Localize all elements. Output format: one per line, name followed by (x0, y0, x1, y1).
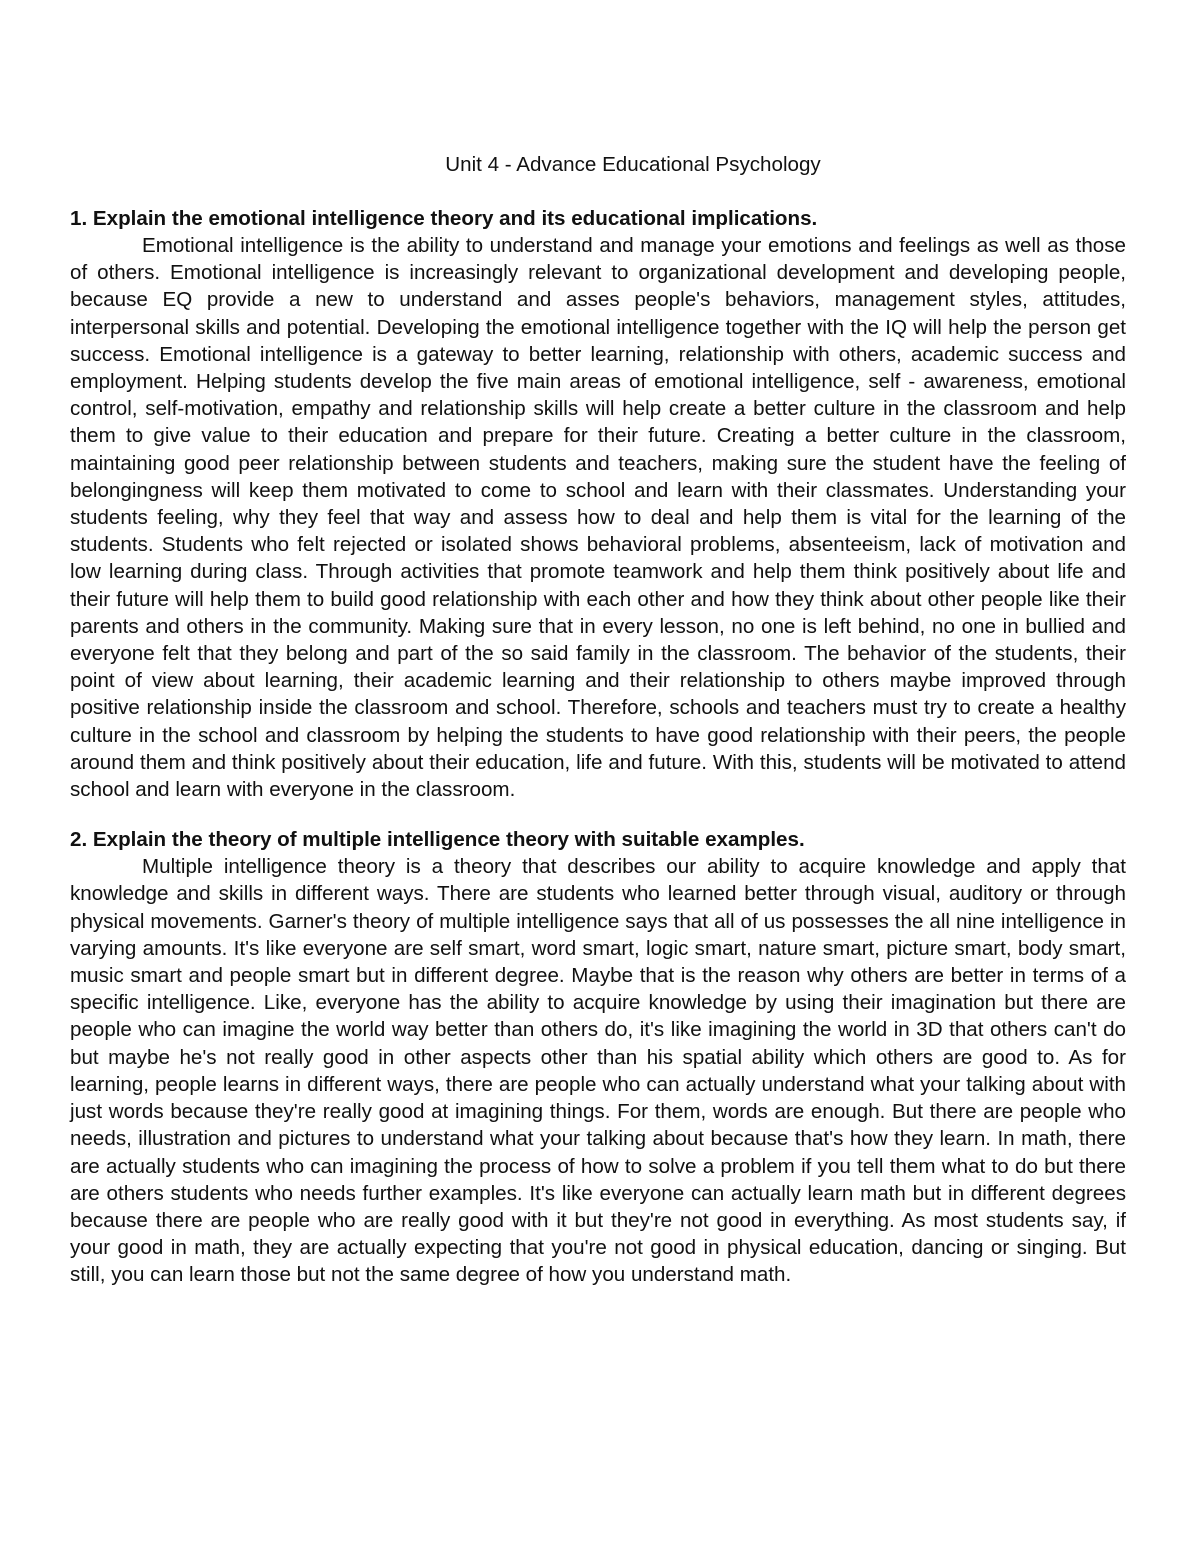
question-heading-1: 1. Explain the emotional intelligence theory and its educational implications. (70, 207, 818, 230)
answer-paragraph-2: Multiple intelligence theory is a theory that describes our ability to acquire knowledge and apply that knowledge and skills in different ways. There are students who learned better through visual, auditory or through physical movements. Garner's theory of multiple intelligence says that all of us possesses the all nine intelligence in varying amounts. It's like everyone are self smart, word smart, logic smart, nature smart, picture smart, body smart, music smart and people smart but in different degree. Maybe that is the reason why others are better in terms of a specific intelligence. Like, everyone has the ability to acquire knowledge by using their imagination but there are people who can imagine the world way better than others do, it's like imagining the world in 3D that others can't do but maybe he's not really good in other aspects other than his spatial ability which others are good to. As for learning, people learns in different ways, there are people who can actually understand what your talking about with just words because they're really good at imagining things. For them, words are enough. But there are people who needs, illustration and pictures to understand what your talking about because that's how they learn. In math, there are actually students who can imagining the process of how to solve a problem if you tell them what to do but there are others students who needs further examples. It's like everyone can actually learn math but in different degrees because there are people who are really good with it but they're not good in everything. As most students say, if your good in math, they are actually expecting that you're not good in physical education, dancing or singing. But still, you can learn those but not the same degree of how you understand math. (70, 855, 1126, 1287)
document-page (70, 150, 1126, 1289)
question-section-2 (70, 826, 1126, 1288)
question-section-1 (70, 205, 1126, 803)
answer-paragraph-1: Emotional intelligence is the ability to understand and manage your emotions and feelings as well as those of others. Emotional intelligence is increasingly relevant to organizational development and developing people, because EQ provide a new to understand and asses people's behaviors, management styles, attitudes, interpersonal skills and potential. Developing the emotional intelligence together with the IQ will help the person get success. Emotional intelligence is a gateway to better learning, relationship with others, academic success and employment. Helping students develop the five main areas of emotional intelligence, self - awareness, emotional control, self-motivation, empathy and relationship skills will help create a better culture in the classroom and help them to give value to their education and prepare for their future. Creating a better culture in the classroom, maintaining good peer relationship between students and teachers, making sure the student have the feeling of belongingness will keep them motivated to come to school and learn with their classmates. Understanding your students feeling, why they feel that way and assess how to deal and help them is vital for the learning of the students. Students who felt rejected or isolated shows behavioral problems, absenteeism, lack of motivation and low learning during class. Through activities that promote teamwork and help them think positively about life and their future will help them to build good relationship with each other and how they think about other people like their parents and others in the community. Making sure that in every lesson, no one is left behind, no one in bullied and everyone felt that they belong and part of the so said family in the classroom. The behavior of the students, their point of view about learning, their academic learning and their relationship to others maybe improved through positive relationship inside the classroom and school. Therefore, schools and teachers must try to create a healthy culture in the school and classroom by helping the students to have good relationship with their peers, the people around them and think positively about their education, life and future. With this, students will be motivated to attend school and learn with everyone in the classroom. (70, 234, 1126, 802)
document-title: Unit 4 - Advance Educational Psychology (445, 153, 821, 176)
question-heading-2: 2. Explain the theory of multiple intelligence theory with suitable examples. (70, 828, 805, 852)
